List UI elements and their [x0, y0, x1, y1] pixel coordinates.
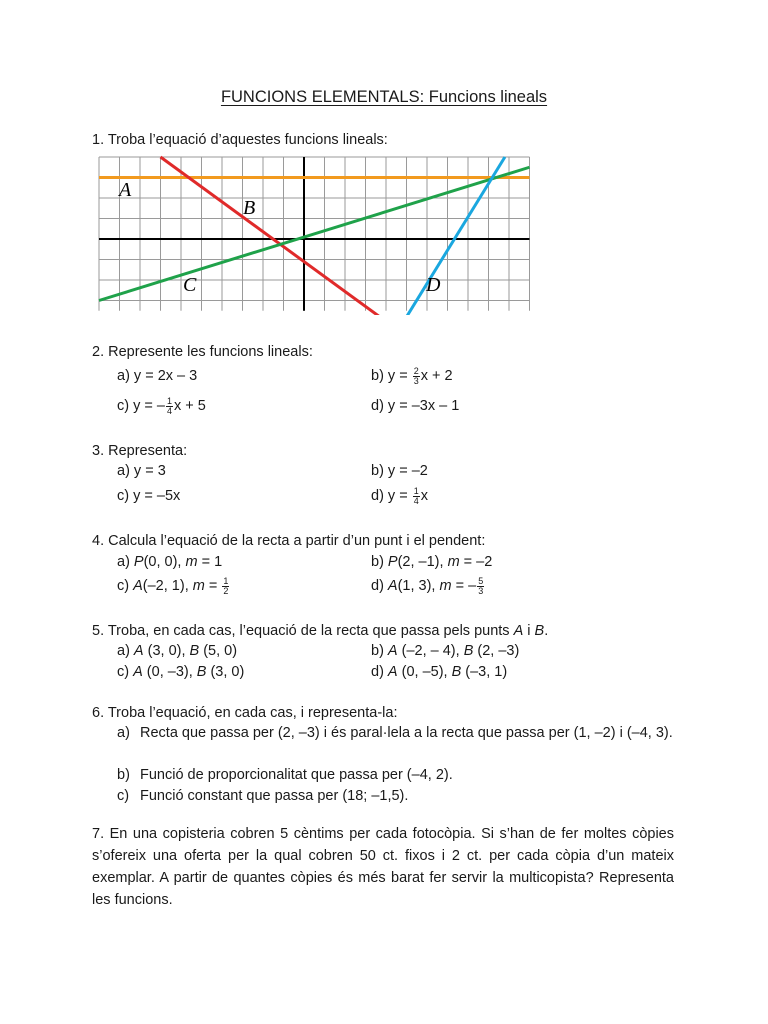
question-2b [371, 366, 453, 386]
question-6-text: 6. Troba l’equació, en cada cas, i representa-la: [92, 705, 398, 721]
coordinates: (0, 0), [143, 554, 186, 570]
question-3d [371, 486, 428, 506]
fraction-numerator: 1 [413, 485, 419, 496]
question-4b [371, 552, 492, 572]
fraction-numerator: 2 [413, 365, 419, 376]
fraction [477, 577, 484, 596]
point-name: A [133, 578, 143, 594]
question-5a [117, 641, 237, 661]
question-3a: a) y = 3 [117, 463, 166, 479]
question-2b-suffix: x + 2 [420, 368, 453, 384]
point-b: B [196, 664, 207, 680]
question-1-text: 1. Troba l’equació d’aquestes funcions lineals: [92, 132, 388, 148]
question-6b-text: Funció de proporcionalitat que passa per (–4, 2). [140, 767, 453, 783]
fraction [166, 397, 173, 416]
coordinates-b: (5, 0) [199, 643, 238, 659]
conjunction: i [523, 623, 535, 639]
question-2a: a) y = 2x – 3 [117, 368, 198, 384]
fraction [222, 577, 229, 596]
equals-sign: = [204, 578, 222, 594]
question-5b [371, 641, 519, 661]
point-b: B [451, 664, 462, 680]
point-b: B [463, 643, 474, 659]
slope-symbol: m [192, 578, 205, 594]
label: a) [117, 554, 134, 570]
line-d-label: D [426, 274, 441, 296]
slope-symbol: m [447, 554, 460, 570]
slope-value: = –2 [459, 554, 493, 570]
fraction-numerator: 5 [478, 575, 484, 586]
question-2d: d) y = –3x – 1 [371, 398, 460, 414]
point-a: A [513, 623, 524, 639]
line-a-label: A [119, 179, 132, 201]
question-4c [117, 576, 230, 596]
point-a: A [133, 643, 144, 659]
point-name: P [133, 554, 144, 570]
coordinates-b: (2, –3) [473, 643, 520, 659]
question-5d [371, 662, 507, 682]
label: b) [371, 554, 388, 570]
point-name: P [387, 554, 398, 570]
linear-functions-graph [97, 155, 531, 315]
coordinates: (–2, 1), [142, 578, 193, 594]
point-a: A [133, 664, 143, 680]
question-3d-suffix: x [420, 488, 428, 504]
point-b: B [534, 623, 545, 639]
question-5-text [92, 621, 548, 641]
coordinates-a: (0, –3), [142, 664, 197, 680]
question-4a [117, 552, 222, 572]
question-5-text-start: 5. Troba, en cada cas, l’equació de la recta que passa pels punts [92, 623, 514, 639]
label: a) [117, 725, 130, 741]
question-6c [117, 786, 677, 807]
label: a) [117, 643, 134, 659]
fraction-numerator: 1 [223, 575, 229, 586]
question-3b: b) y = –2 [371, 463, 428, 479]
question-3c: c) y = –5x [117, 488, 181, 504]
coordinates: (2, –1), [397, 554, 448, 570]
slope-symbol: m [185, 554, 198, 570]
line-c-label: C [183, 274, 197, 296]
question-6a [117, 723, 677, 767]
question-6a-text: Recta que passa per (2, –3) i és paral·lela a la recta que passa per (1, –2) i (–4, 3). [140, 725, 673, 741]
slope-value: = 1 [197, 554, 223, 570]
fraction-denominator: 3 [413, 375, 419, 386]
question-4d [371, 576, 485, 596]
line-b-label: B [243, 197, 256, 219]
label: d) [371, 664, 388, 680]
fraction-denominator: 4 [413, 495, 419, 506]
point-a: A [387, 643, 398, 659]
question-2c [117, 396, 206, 416]
fraction [413, 367, 420, 386]
line-d [407, 157, 505, 315]
coordinates-a: (3, 0), [143, 643, 190, 659]
fraction-denominator: 4 [166, 405, 172, 416]
fraction-denominator: 2 [223, 585, 229, 596]
point-a: A [387, 664, 398, 680]
label: d) [371, 578, 388, 594]
point-b: B [189, 643, 200, 659]
label: b) [117, 767, 130, 783]
question-6b [117, 765, 677, 786]
question-3d-prefix: d) y = [371, 488, 412, 504]
coordinates-b: (3, 0) [206, 664, 245, 680]
question-7-text: 7. En una copisteria cobren 5 cèntims per cada fotocòpia. Si s’han de fer moltes còpies s’ofereix una oferta per la qual cobren 50 ct. fixos i 2 ct. per cada còpia d’un mateix exemplar. A partir de quantes còpies és més barat fer servir la multicopista? Representa les funcions. [92, 826, 674, 908]
label: b) [371, 643, 388, 659]
line-c [99, 167, 530, 300]
fraction [413, 487, 420, 506]
page-title: FUNCIONS ELEMENTALS: Funcions lineals [220, 88, 548, 106]
question-5c [117, 662, 244, 682]
question-2-text: 2. Represente les funcions lineals: [92, 344, 313, 360]
coordinates: (1, 3), [397, 578, 440, 594]
coordinates-a: (–2, – 4), [397, 643, 464, 659]
question-3-text: 3. Representa: [92, 443, 188, 459]
point-name: A [387, 578, 398, 594]
question-2b-prefix: b) y = [371, 368, 412, 384]
question-6c-text: Funció constant que passa per (18; –1,5). [140, 788, 409, 804]
coordinates-a: (0, –5), [397, 664, 452, 680]
question-2c-prefix: c) y = – [117, 398, 165, 414]
period: . [544, 623, 549, 639]
question-2c-suffix: x + 5 [173, 398, 206, 414]
slope-symbol: m [439, 578, 452, 594]
coordinates-b: (–3, 1) [461, 664, 508, 680]
fraction-denominator: 3 [478, 585, 484, 596]
equals-sign: = – [451, 578, 477, 594]
question-4-text: 4. Calcula l’equació de la recta a partir d’un punt i el pendent: [92, 533, 486, 549]
label: c) [117, 578, 134, 594]
fraction-numerator: 1 [166, 395, 172, 406]
label: c) [117, 788, 130, 804]
label: c) [117, 664, 134, 680]
